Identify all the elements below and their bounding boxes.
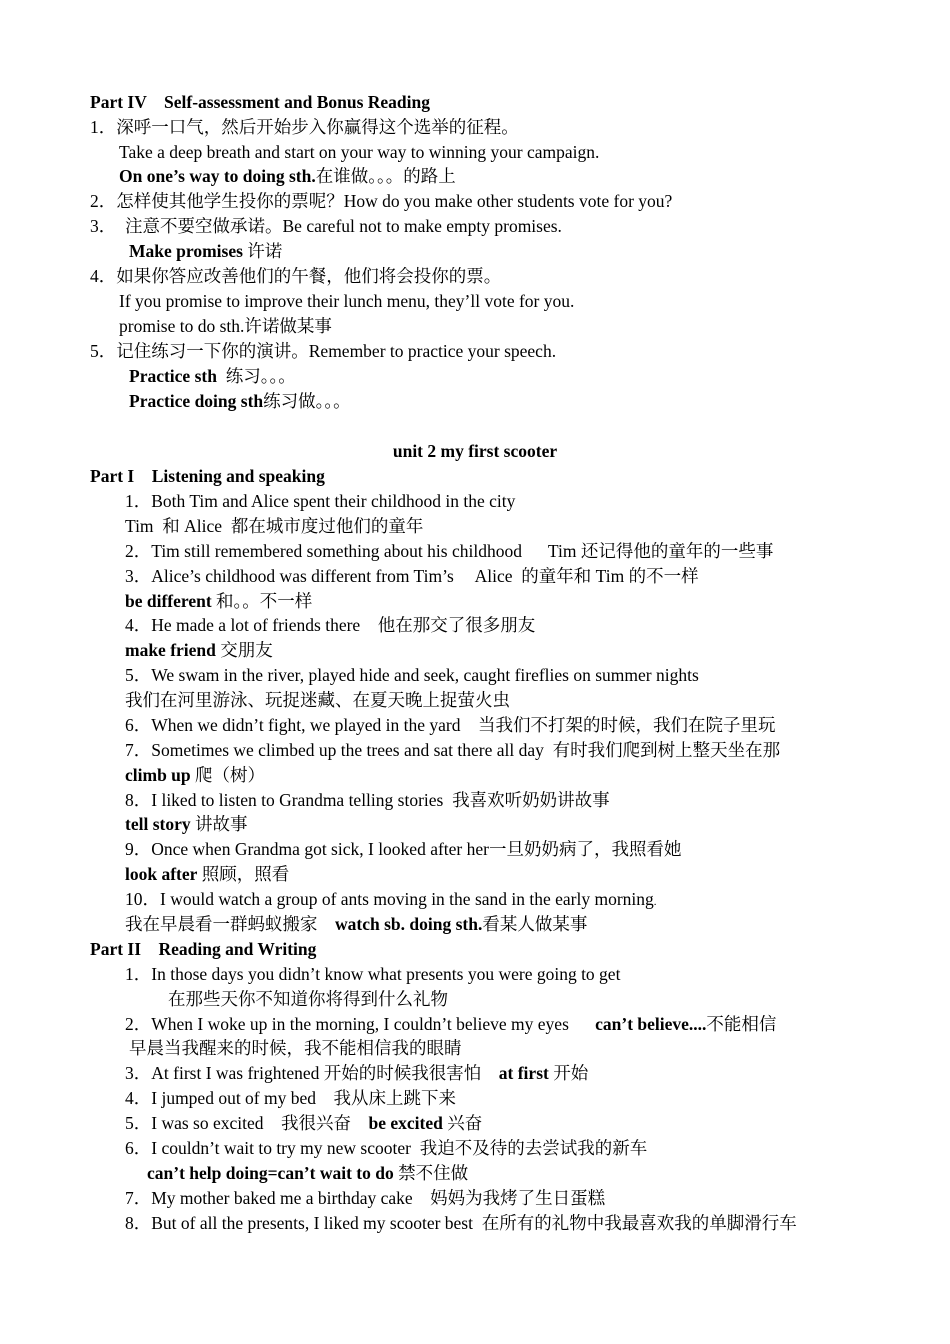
part1-line8: 8．I liked to listen to Grandma telling stories 我喜欢听奶奶讲故事 bbox=[125, 790, 610, 810]
part1-line10-en: 10．I would watch a group of ants moving in the sand in the early morning. bbox=[125, 889, 657, 909]
part1-heading: Part I Listening and speaking bbox=[90, 466, 325, 486]
part4-item2: 2．怎样使其他学生投你的票呢？How do you make other students vote for you? bbox=[90, 191, 673, 211]
part4-item5-phrase2: Practice doing sth练习做。。。 bbox=[129, 391, 351, 411]
part2-line8: 8．But of all the presents, I liked my scooter best 在所有的礼物中我最喜欢我的单脚滑行车 bbox=[125, 1213, 797, 1233]
part4-item1-phrase: On one’s way to doing sth.在谁做。。。的路上 bbox=[119, 166, 456, 186]
part1-line1-zh: Tim 和 Alice 都在城市度过他们的童年 bbox=[125, 516, 424, 536]
part2-line3: 3．At first I was frightened 开始的时候我很害怕 at first 开始 bbox=[125, 1063, 589, 1083]
part4-item5: 5．记住练习一下你的演讲。Remember to practice your speech. bbox=[90, 341, 557, 361]
part4-item3: 3． 注意不要空做承诺。Be careful not to make empty promises. bbox=[90, 216, 562, 236]
part1-line5-en: 5．We swam in the river, played hide and seek, caught fireflies on summer nights bbox=[125, 665, 699, 685]
part4-item1-en: Take a deep breath and start on your way to winning your campaign. bbox=[119, 142, 600, 162]
part4-item4-note: promise to do sth.许诺做某事 bbox=[119, 316, 332, 336]
part1-line4-phrase: make friend 交朋友 bbox=[125, 640, 273, 660]
part2-line2-zh: 早晨当我醒来的时候，我不能相信我的眼睛 bbox=[129, 1038, 462, 1058]
part1-line9-phrase: look after 照顾，照看 bbox=[125, 864, 290, 884]
part1-line7: 7．Sometimes we climbed up the trees and sat there all day 有时我们爬到树上整天坐在那 bbox=[125, 740, 781, 760]
part2-line5: 5．I was so excited 我很兴奋 be excited 兴奋 bbox=[125, 1113, 483, 1133]
part4-item3-phrase: Make promises 许诺 bbox=[129, 241, 283, 261]
part4-item4-en: If you promise to improve their lunch menu, they’ll vote for you. bbox=[119, 291, 575, 311]
part1-line3-phrase: be different 和。。不一样 bbox=[125, 591, 313, 611]
part1-line2: 2．Tim still remembered something about his childhood Tim 还记得他的童年的一些事 bbox=[125, 541, 774, 561]
part4-heading: Part IV Self-assessment and Bonus Reading bbox=[90, 92, 430, 112]
part1-line5-zh: 我们在河里游泳、玩捉迷藏、在夏天晚上捉萤火虫 bbox=[125, 690, 510, 710]
part4-item5-phrase1: Practice sth 练习。。。 bbox=[129, 366, 296, 386]
part4-item1-zh: 1．深呼一口气，然后开始步入你赢得这个选举的征程。 bbox=[90, 117, 519, 137]
part2-line2-en: 2．When I woke up in the morning, I couldn’t believe my eyes can’t believe....不能相信 bbox=[125, 1014, 777, 1034]
part1-line4: 4．He made a lot of friends there 他在那交了很多朋友 bbox=[125, 615, 536, 635]
part2-heading: Part II Reading and Writing bbox=[90, 939, 317, 959]
part1-line10-zh: 我在早晨看一群蚂蚁搬家 watch sb. doing sth.看某人做某事 bbox=[125, 914, 588, 934]
part1-line3: 3．Alice’s childhood was different from Tim’s Alice 的童年和 Tim 的不一样 bbox=[125, 566, 699, 586]
part4-item4-zh: 4．如果你答应改善他们的午餐，他们将会投你的票。 bbox=[90, 266, 502, 286]
part2-line6: 6．I couldn’t wait to try my new scooter 我迫不及待的去尝试我的新车 bbox=[125, 1138, 648, 1158]
part1-line6: 6．When we didn’t fight, we played in the yard 当我们不打架的时候，我们在院子里玩 bbox=[125, 715, 776, 735]
part2-line6-phrase: can’t help doing=can’t wait to do 禁不住做 bbox=[147, 1163, 469, 1183]
part1-line1-en: 1．Both Tim and Alice spent their childhood in the city bbox=[125, 491, 516, 511]
part1-line9: 9．Once when Grandma got sick, I looked after her一旦奶奶病了，我照看她 bbox=[125, 839, 682, 859]
part1-line7-phrase: climb up 爬（树） bbox=[125, 765, 266, 785]
part2-line4: 4．I jumped out of my bed 我从床上跳下来 bbox=[125, 1088, 457, 1108]
unit-title: unit 2 my first scooter bbox=[392, 441, 558, 461]
part1-line8-phrase: tell story 讲故事 bbox=[125, 814, 248, 834]
part2-line7: 7．My mother baked me a birthday cake 妈妈为我烤了生日蛋糕 bbox=[125, 1188, 606, 1208]
part2-line1-zh: 在那些天你不知道你将得到什么礼物 bbox=[168, 989, 448, 1009]
part2-line1-en: 1．In those days you didn’t know what presents you were going to get bbox=[125, 964, 621, 984]
